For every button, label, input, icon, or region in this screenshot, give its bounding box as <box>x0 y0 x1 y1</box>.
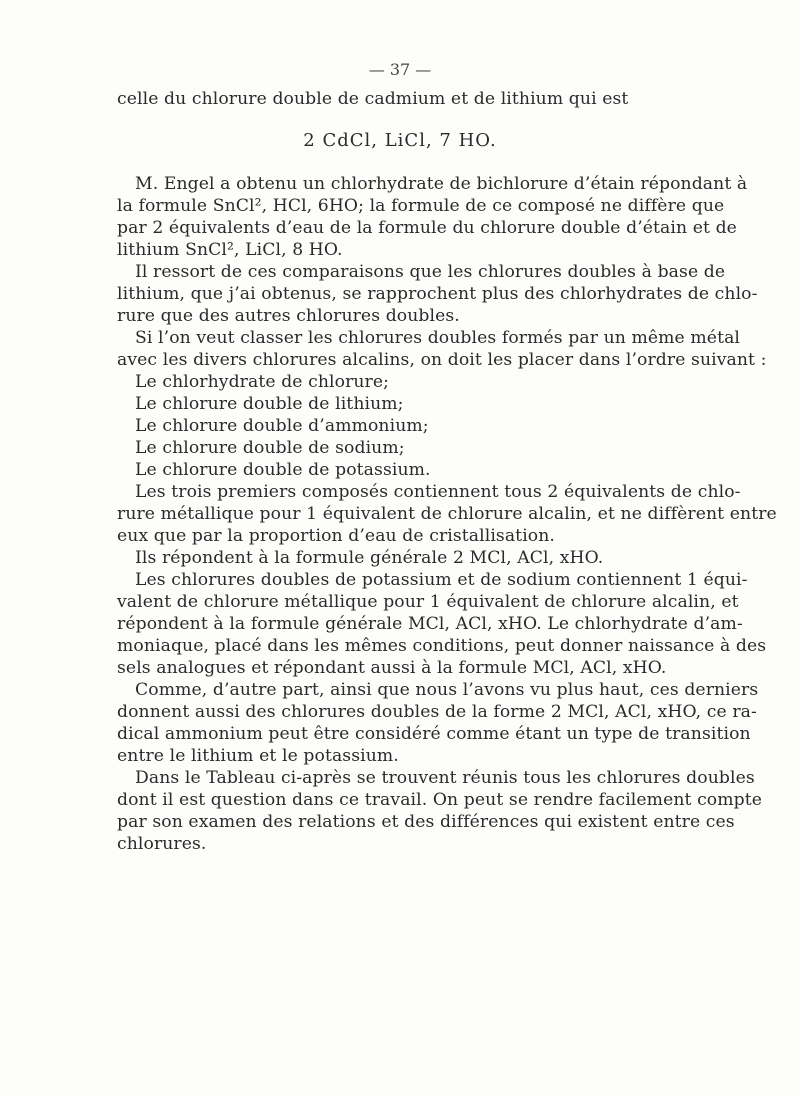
text-line-11: Les trois premiers composés contiennent tous 2 équivalents de chlo- <box>135 482 741 502</box>
page-number: — 37 — <box>368 60 432 79</box>
text-line-20: Comme, d’autre part, ainsi que nous l’avons vu plus haut, ces derniers <box>135 680 759 700</box>
text-line-12: rure métallique pour 1 équivalent de chlorure alcalin, et ne diffèrent entre <box>117 504 777 524</box>
text-line-6: Il ressort de ces comparaisons que les chlorures doubles à base de <box>135 262 726 282</box>
list-item-4: Le chlorure double de sodium; <box>135 438 405 458</box>
text-line-3: la formule SnCl², HCl, 6HO; la formule de ce composé ne diffère que <box>117 196 725 216</box>
text-line-16: valent de chlorure métallique pour 1 équivalent de chlorure alcalin, et <box>117 592 739 612</box>
text-line-17: répondent à la formule générale MCl, ACl, xHO. Le chlorhydrate d’am- <box>117 614 743 634</box>
list-item-5: Le chlorure double de potassium. <box>135 460 431 480</box>
text-line-21: donnent aussi des chlorures doubles de la forme 2 MCl, ACl, xHO, ce ra- <box>117 702 757 722</box>
text-line-18: moniaque, placé dans les mêmes conditions, peut donner naissance à des <box>117 636 767 656</box>
text-line-24: Dans le Tableau ci-après se trouvent réunis tous les chlorures doubles <box>135 768 755 788</box>
text-line-13: eux que par la proportion d’eau de cristallisation. <box>117 526 555 546</box>
text-line-27: chlorures. <box>117 834 207 854</box>
text-line-26: par son examen des relations et des différences qui existent entre ces <box>117 812 735 832</box>
text-line-4: par 2 équivalents d’eau de la formule du chlorure double d’étain et de <box>117 218 737 238</box>
text-line-15: Les chlorures doubles de potassium et de sodium contiennent 1 équi- <box>135 570 748 590</box>
text-line-9: Si l’on veut classer les chlorures doubles formés par un même métal <box>135 328 741 348</box>
text-line-7: lithium, que j’ai obtenus, se rapprochent plus des chlorhydrates de chlo- <box>117 284 758 304</box>
text-line-10: avec les divers chlorures alcalins, on doit les placer dans l’ordre suivant : <box>117 350 767 370</box>
text-line-19: sels analogues et répondant aussi à la formule MCl, ACl, xHO. <box>117 658 667 678</box>
text-line-1: celle du chlorure double de cadmium et de lithium qui est <box>117 89 629 109</box>
list-item-3: Le chlorure double d’ammonium; <box>135 416 429 436</box>
list-item-2: Le chlorure double de lithium; <box>135 394 404 414</box>
text-line-23: entre le lithium et le potassium. <box>117 746 399 766</box>
text-line-5: lithium SnCl², LiCl, 8 HO. <box>117 240 343 260</box>
text-line-2: M. Engel a obtenu un chlorhydrate de bichlorure d’étain répondant à <box>135 174 748 194</box>
text-line-25: dont il est question dans ce travail. On peut se rendre facilement compte <box>117 790 763 810</box>
formula-cadmium-lithium: 2 CdCl, LiCl, 7 HO. <box>303 130 497 151</box>
text-line-14: Ils répondent à la formule générale 2 MCl, ACl, xHO. <box>135 548 604 568</box>
list-item-1: Le chlorhydrate de chlorure; <box>135 372 390 392</box>
text-line-22: dical ammonium peut être considéré comme étant un type de transition <box>117 724 751 744</box>
text-line-8: rure que des autres chlorures doubles. <box>117 306 460 326</box>
